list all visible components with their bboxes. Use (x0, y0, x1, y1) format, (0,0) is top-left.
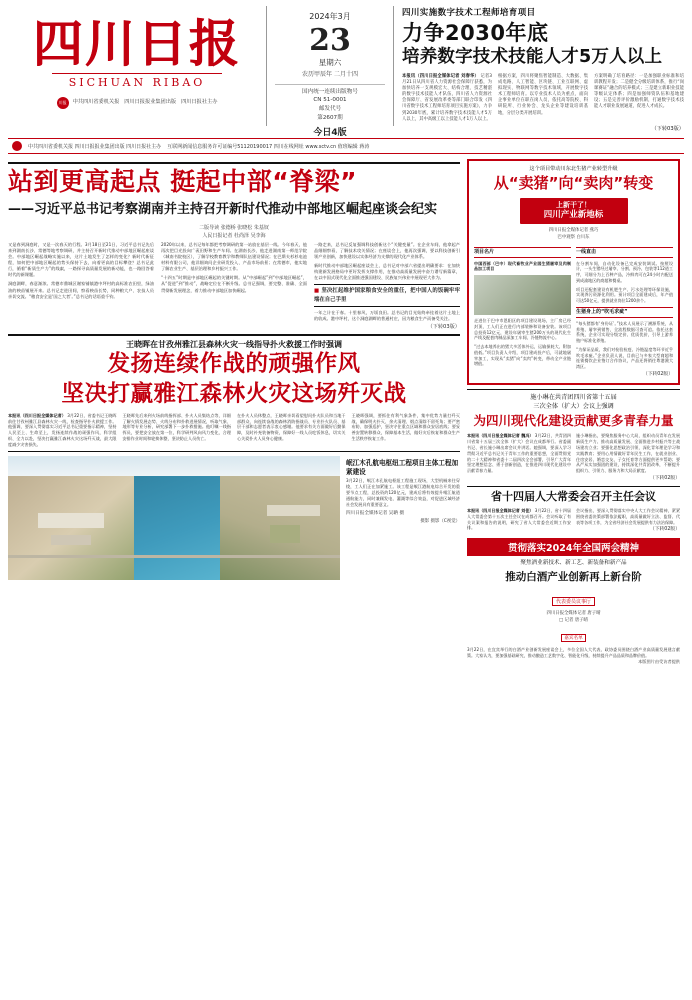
photo-building-3 (267, 505, 320, 516)
lead-subheadline: ——习近平总书记考察湖南并主持召开新时代推动中部地区崛起座谈会纪实 (8, 202, 438, 217)
masthead-headline-1: 力争2030年底 (402, 21, 549, 45)
lead-jump: （下转03版） (427, 323, 460, 330)
story5-kicker: 聚焦酒业新技术、新工艺、新装备和新产品 (520, 560, 627, 567)
story4-body (467, 508, 680, 535)
masthead-body-col-2: 根据方案，四川将聚焦智能制造、大数据、集成电路、人工智能、区块链、工业互联网、虚拟现实、物联网等数字技术领域，开展数字技术工程师培育。以专业技术人员为重点，面向企事业单位在职在岗人员，依托高等院校、科研院所、行业协会、龙头企业等建设培训基地，分层分类开展培训。 (498, 74, 588, 116)
story3-text-1: 3月22日，共青团四川省第十五届三次全体（扩大）会议在成都举行。省委副书记、省长施小琳出席会议并讲话。她强调，要深入学习贯彻习近平总书记关于青年工作的重要思想，全面贯彻党的二十大精神和省委十二届四次全会部署，引导广大青年坚定理想信念、勇于创新创造，在推进四川现代化建设中贡献青春力量。 (467, 433, 571, 474)
story-3 (467, 393, 680, 483)
redbox-kicker: 这个项目带动川东北生猪产业转型升级 (529, 166, 618, 172)
lead-p3b: 新时代推动中部地区崛起座谈会上，总书记对中部六省提出明确要求：在加快构建新发展格局中更好发挥支撑作用，在推动高质量发展中奋力谱写新篇章，在以中国式现代化全面推进强国建设、民族复兴伟业中展现更大作为。 (314, 263, 460, 281)
story4-headline: 省十四届人大常委会召开主任会议 (491, 490, 656, 504)
party-emblem-icon (12, 141, 22, 151)
right-column (467, 159, 680, 665)
redbox-byline-1: 四川日报全媒体记者 燕巧 (548, 227, 599, 233)
series-banner-line-1: 上新干了！ (556, 201, 591, 210)
story4-text-1: 3月22日，省十四届人大常委会第十五次主任会议在成都召开。会议听取了有关议案和报告的说明，研究了省人大常委会近期工作安排。 (467, 507, 571, 531)
redbox-jump: （下转02版） (642, 371, 673, 377)
divider-lead-top (8, 162, 460, 164)
story-4 (467, 490, 680, 534)
story3-col-2 (576, 433, 680, 483)
lead-p2: 2020年以来，总书记每年都把考察调研的第一站放在基层一线。今年春天，他再次把目光投向广袤田野和生产车间。在湖南长沙，他走进湖南第一师范学院（城南书院校区），了解学校教育教学和教师队伍建设情况；在巴斯夫杉杉电池材料有限公司，他详细询问企业研发投入、产品市场前景；在常德市，他实地了解农业生产、基层治理和乡村振兴工作。 (161, 241, 307, 272)
story2-body (8, 413, 460, 448)
divider-story2-top (8, 334, 460, 336)
masthead-headline-2: 培养数字技术技能人才5万人以上 (402, 47, 663, 68)
publisher-info (8, 97, 266, 109)
redbox-byline-2: 巴中观察 白川东 (557, 234, 590, 240)
masthead-lead-story (394, 6, 684, 132)
seal-icon: 川报 (57, 97, 69, 109)
issue-number: 第2607期 (317, 115, 343, 122)
redbox-text-1: 走进位于巴中市恩阳区的项目建设现场，主厂房已经封顶，工人们正在进行内部装修和设备安装。该项目总投资12亿元，建设年屠宰生猪200万头的现代化生产线及配套肉制品深加工车间、冷链物流中心。 (474, 318, 571, 341)
story5-headline: 推动白酒产业创新再上新台阶 (505, 571, 642, 584)
newspaper-title-en: SICHUAN RIBAO (52, 73, 222, 89)
story2-body-col-2: 王晓晖先后来到火场前线指挥部、扑火人员集结点等，详细了解火情发展态势、火线分布和扑救进展情况，听取气象、地形等专业分析，研究部署下一步扑救措施。他叮嘱一线指挥员，要把安全放在第一位，科学研判风向风力变化，合理安排作业时间和轮换休整，坚决防止人员伤亡。 (122, 412, 231, 442)
story5-credit: 本版图片由受访者提供 (638, 658, 680, 664)
feature-redbox (467, 159, 680, 385)
redbox-body (474, 244, 673, 379)
series-banner (520, 198, 628, 224)
issn-label: 国内统一连续出版物号 (302, 88, 358, 95)
lead-body-col-2 (161, 242, 307, 332)
bullet-icon: ■ (314, 288, 320, 295)
story3-headline: 为四川现代化建设贡献更多青春力量 (473, 413, 674, 429)
postal-label: 邮发代号 (318, 106, 342, 113)
series-banner-line-2: 四川产业新地标 (543, 209, 604, 220)
redbox-project-name: 中国西部（巴中）现代畜牧业产业园生猪屠宰及肉制品加工项目 (474, 260, 571, 272)
newspaper-title-cn: 四川日报 (33, 14, 241, 73)
story3-col-1 (467, 433, 571, 483)
redbox-photo (474, 275, 571, 315)
redbox-sub-1: 项目名片 (474, 247, 571, 258)
lead-byline (8, 224, 460, 240)
lead-p4: 一年之计在于春。十里春风，万顷良田。总书记的目光始终牵挂着这片土地上的收成。港中坪村，这个洞庭湖畔的普通村庄，因为粮食生产而备受关注。 (314, 309, 460, 321)
story3-body (467, 433, 680, 483)
story2-headline-2: 坚决打赢雅江森林火灾这场歼灭战 (61, 380, 407, 407)
lead-body-col-3 (314, 242, 460, 332)
divider-photo-top (8, 451, 460, 452)
lead-headline: 站到更高起点 挺起中部“脊梁” (8, 167, 358, 196)
photo-road (8, 555, 340, 558)
photo-credit: 摄影 摄影（C视觉） (420, 519, 460, 525)
two-sessions-banner: 贯彻落实2024年全国两会精神 (467, 538, 680, 556)
story4-col-2 (576, 508, 680, 535)
publisher-line-2: 四川日报报业集团出版 (124, 98, 177, 105)
redbox-text-2: 在分割车间，自动化设备已完成安装调试。按照设计，一头生猪经过屠宰、分割、预冷、包装等112道工序，可细分为上百种产品，冷鲜肉可在24小时内配送到成渝地区的商超和餐桌。 (576, 260, 673, 283)
story2-body-col-4: 王晓晖强调，要抓住有利气象条件，集中优势力量打歼灭战，确保明火扑灭、余火清理、烟点清除不留死角；要严密布防、加强巡护，坚决守住重点区域和群众安居底线；要妥善安置转移群众，保障基本生活，做好灾后恢复和群众生产生活秩序恢复工作。 (351, 412, 460, 442)
story4-col-1 (467, 508, 571, 535)
divider-story4-top (467, 486, 680, 487)
lead-byline-2: 人民日报记者 杜尚泽 吴李海 (202, 232, 266, 239)
story-2 (8, 339, 460, 447)
masthead-kicker: 四川实施数字技术工程师培育项目 (402, 8, 536, 18)
publisher-line-1: 中共四川省委机关报 (72, 98, 120, 105)
masthead-body-text-1: 记者3月21日从四川省人力资源社会保障厅获悉，为加快培养一支规模宏大、结构合理、技艺精湛的数字技术技能人才队伍，四川省人力资源社会保障厅、省发展改革委等部门联合印发《四川省数字技术工程师培育项目实施方案》，力争到2030年底，累计培养数字技术技能人才5万人以上，其中高级工以上技能人才1万人以上。 (402, 74, 492, 122)
story5-col-1: 3月22日，在宜宾举行的白酒产业创新发展座谈会上，多位全国人大代表、政协委员围绕白酒产业高质量发展建言献策。大家认为，要加强基础研究，推动酿造工艺数字化、智能化升级，持续提升产品品质和品牌价值。 (467, 647, 680, 658)
lead-p3: 一路走来，总书记反复强调科技创新这个“关键变量”。在企业车间，他拿起产品细细察看，了解技术攻关情况；在座谈会上，他再次强调，要以科技创新引领产业创新，加快建设以实体经济为支撑的现代化产业体系。 (314, 241, 460, 260)
lead-body-col-1 (8, 242, 154, 332)
story3-jump: （下转02版） (649, 476, 680, 482)
date-day: 23 (309, 22, 351, 58)
photo-building-1 (38, 513, 104, 528)
lead-body (8, 242, 460, 332)
lead-subhead-box (314, 284, 460, 306)
story5-tag-wrap (467, 624, 680, 644)
story2-kicker: 王晓晖在甘孜州雅江县森林火灾一线指导扑火救援工作时强调 (126, 340, 342, 350)
redbox-headline: 从“卖猪”向“卖肉”转变 (493, 174, 654, 192)
redbox-text-2b: 项目还配套建设有机肥生产、污水处理等环保设施，实现粪污资源化利用。预计项目全面建成后，年产值可达50亿元，提供就业岗位1200余个。 (576, 286, 673, 304)
publisher-line-3: 四川日报社主办 (181, 98, 218, 105)
photo-building-4 (270, 525, 300, 542)
story2-body-col-1 (8, 413, 117, 448)
redbox-sub-3-text: 生猪身上的“吹毛求疵” (576, 308, 628, 315)
photo-caption-byline: 四川日报全媒体记者 吴聃 摄 (346, 511, 405, 517)
story-5 (467, 538, 680, 664)
redbox-text-3b: “为保证品质，我们对检验检疫、冷链温度等环节近乎吹毛求疵。”企业负责人说，目前已与多家大型商超和连锁餐饮企业签订合作协议，产品还将销往粤港澳大湾区。 (576, 346, 673, 370)
masthead-body-col-3: 方案明确了培育路径：一是加强职业标准和培训教程开发；二是健全分级培训体系，推行“岗课赛证”融合的培养模式；三是建立新职业技能等级认定体系；四是加强师资队伍和基地建设；五是完善评价激励机制，打通数字技术技能人才职业发展通道，促进人才成长。 (594, 74, 684, 110)
redbox-sub-2: 一线直击 (576, 247, 673, 258)
photo-section (8, 456, 460, 580)
photo-sky (8, 456, 340, 476)
date-year-month: 2024年3月 (309, 12, 351, 21)
page-count: 今日4版 (313, 128, 347, 139)
lead-story (8, 167, 460, 331)
story5-chip-wrap (467, 588, 680, 607)
column-chip: 代表委员议事厅 (552, 597, 595, 606)
date-weekday: 星期六 (318, 57, 342, 67)
photo-caption-title: 岷江木孔航电枢纽工程项目主体工程加紧建设 (346, 458, 459, 477)
lead-p1: 又是春到洞庭时，又是一次春天的行程。3月18日至21日，习近平总书记先后来到湖南长沙、常德等地考察调研，并主持召开新时代推动中部地区崛起座谈会。中部地区崛起战略实施以来，这片土地发生了怎样的变化？新时代新征程，如何把中部地区崛起的势头保持下去，向着更高的目标攀登？总书记此行，循着“新质生产力”的线索，一路探寻高质量发展的新动能，也一路回答着时代的新课题。 (8, 241, 154, 278)
date-block (266, 6, 394, 139)
page-content (8, 159, 684, 665)
left-column (8, 159, 460, 665)
redbox-byline (474, 227, 673, 241)
story3-source: 本报讯（四川日报全媒体记者 魏冯） (467, 433, 534, 439)
strip-left-text: 中共四川省委机关报 四川日报报业集团出版 四川日报社主办 (28, 143, 162, 150)
strip-right-text: 互联网新闻信息服务许可证编号51120190017 四川在线网址 www.sctv.cn 值班编辑 蒋涛 (167, 143, 370, 150)
masthead-jump: （下转03版） (651, 125, 684, 132)
story3-kicker-2: 三次全体（扩大）会议上强调 (533, 402, 614, 410)
story4-text-2: 会议指出，要深入贯彻落实中央人大工作会议精神，紧紧围绕省委决策部署依法履职，高质量做好立法、监督、代表等各项工作，为全省经济社会发展提供有力法治保障。 (576, 507, 680, 525)
story5-meta-1: 四川日报全媒体记者 唐子晴 (546, 611, 601, 617)
guest-list-tag: 嘉宾名单 (561, 634, 585, 642)
redbox-col-2 (576, 244, 673, 379)
divider-story3-top (467, 389, 680, 390)
story5-meta (467, 610, 680, 624)
redbox-text-3: “每头猪都有‘身份证’。”技术人员展示了溯源系统，从养殖、屠宰到销售，全流程数据可查可追。依托这套系统，企业可实现分级定价、优质优价，引导上游养殖户标准化养殖。 (576, 320, 673, 344)
story5-meta-2: □ 记者 唐子晴 (559, 618, 588, 624)
issn-number: CN 51-0001 (313, 97, 347, 104)
photo-caption-block (346, 456, 460, 580)
news-photo (8, 456, 340, 580)
redbox-col-1 (474, 244, 571, 379)
photo-building-2 (51, 535, 91, 545)
story2-source: 本报讯（四川日报全媒体记者） (8, 412, 66, 418)
masthead-source: 本报讯（四川日报全媒体记者 刘春华） (402, 74, 479, 79)
story4-source: 本报讯（四川日报全媒体记者 刘佳） (467, 507, 534, 513)
story2-text-1: 3月22日，省委书记王晓晖前往甘孜州雅江县森林火灾一线，检查指导扑火救援工作。他强调，要深入贯彻落实习近平总书记重要指示精神，坚持人民至上、生命至上，发扬连续作战的顽强作风，科学组织、全力以赴，坚决打赢雅江森林火灾这场歼灭战，最大限度减少灾害损失。 (8, 412, 117, 447)
story2-body-col-3: 在扑火人员休整点，王晓晖亲切看望慰问扑火队员和当地干部群众，向连续奋战的森林消防指战员、专业扑火队员、基层干部和志愿者表示衷心感谢。他要求有关方面做好后勤保障，及时补充装备物资，保障好一线人员吃饭休息，切实关心关爱扑火人员身心健康。 (237, 412, 346, 442)
date-lunar: 农历甲辰年 二月十四 (302, 71, 358, 79)
lead-byline-1: 二版导读 张德桥 张晓松 朱基钗 (199, 224, 269, 231)
photo-caption-body: 3月22日，岷江木孔航电枢纽工程施工现场，大型机械来往穿梭，工人们正在加紧施工。该工程是岷江港航电综合开发的重要节点工程，总投资约120亿元，建成后将有效提升岷江航道通航能力，同时兼顾发电、灌溉等综合效益，对促进区域经济社会发展具有重要意义。 (346, 477, 460, 507)
masthead (8, 6, 684, 139)
story3-kicker-1: 施小琳在共青团四川省第十五届 (530, 393, 617, 401)
redbox-sub-3 (576, 307, 673, 318)
masthead-logo (8, 6, 266, 109)
masthead-body-col-1 (402, 74, 492, 123)
story4-jump: （下转02版） (649, 527, 680, 533)
lead-p2b: “十四五”时期是中部地区崛起的关键时期。从“中部崛起”到“中部地区崛起”，从“促进”到“推动”，战略定位在不断升级。总书记强调，要完整、准确、全面贯彻新发展理念，着力推动中部地区加快崛起。 (161, 275, 307, 293)
story5-body (467, 647, 680, 659)
redbox-text-1b: “过去本地养出的猪大多活体外运，运输损耗大、附加值低。”项目负责人介绍，项目建成投产后，可就地屠宰加工，实现从“卖猪”向“卖肉”转变，带动全产业链增值。 (474, 344, 571, 367)
lead-subhead-text: 坚决扛起维护国家粮食安全的重任，把中国人的饭碗牢牢端在自己手里 (314, 288, 460, 303)
story2-headline-1: 发扬连续作战的顽强作风 (107, 351, 361, 378)
story3-text-2: 施小琳指出，要聚焦服务中心大局，组织动员青年在发展新质生产力、推动高质量发展、全面推进乡村振兴等主战场建功立业；要强化思想政治引领，深化青年理论学习和实践教育；要用心用情做好青年民生工作，在就业创业、住房安居、婚恋交友、子女托育等方面提供更多帮助；要从严从实加强团的建设，持续深化共青团改革，不断提升组织力、引领力、服务力和大局贡献度。 (576, 433, 680, 474)
lead-p1b: 洞庭湖畔，春意渐浓。常德市鼎城区谢家铺镇港中坪村的高标准农田里，绿油油的秧苗铺展开来。总书记走进田间，察看秧苗长势，同种粮大户、农技人员亲切交流。“粮食安全是‘国之大者’。”总书记的话语重千钧。 (8, 281, 154, 299)
